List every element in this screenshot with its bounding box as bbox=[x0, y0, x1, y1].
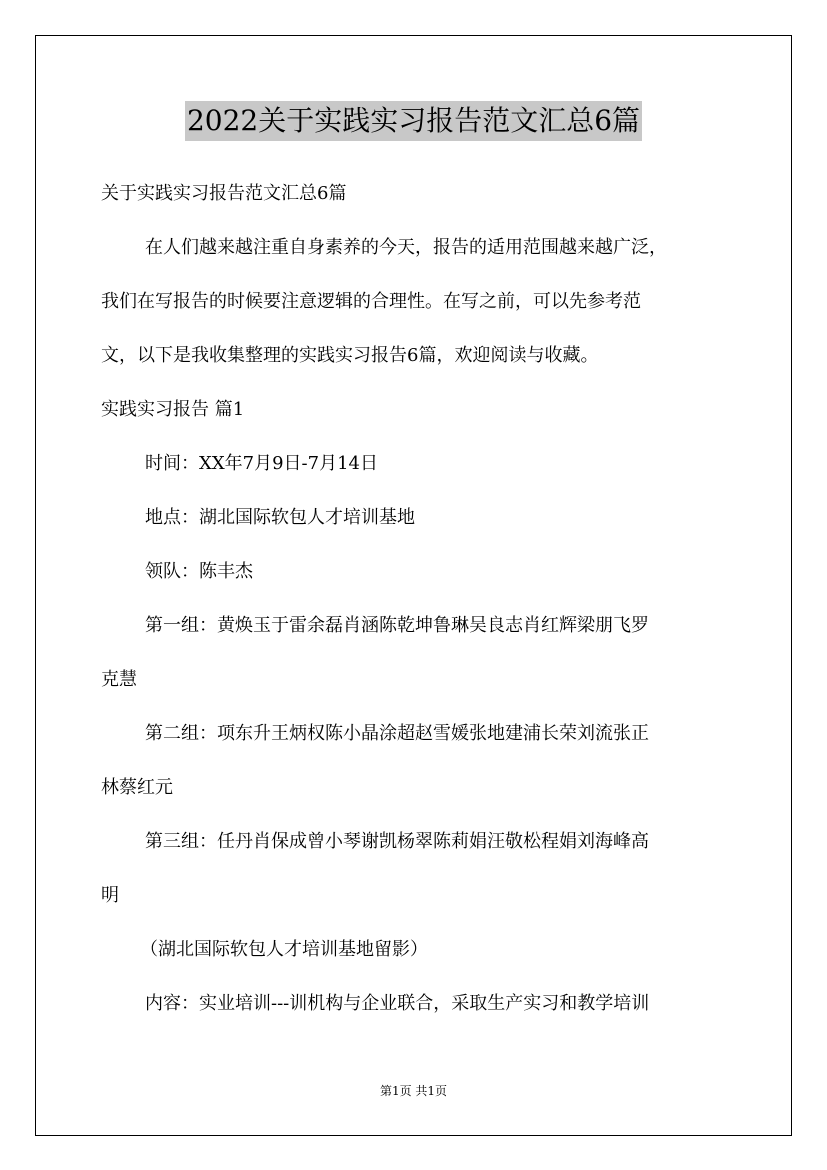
doc-line: 文，以下是我收集整理的实践实习报告6篇，欢迎阅读与收藏。 bbox=[101, 345, 599, 366]
doc-line: 林蔡红元 bbox=[101, 777, 173, 798]
doc-line: 第一组：黄焕玉于雷余磊肖涵陈乾坤鲁琳吴良志肖红辉梁朋飞罗 bbox=[145, 615, 649, 636]
doc-line: 地点：湖北国际软包人才培训基地 bbox=[145, 507, 415, 528]
page-footer: 第1页 共1页 bbox=[379, 1084, 448, 1098]
doc-line: 实践实习报告 篇1 bbox=[101, 399, 245, 420]
doc-line: 第二组：项东升王炳权陈小晶涂超赵雪媛张地建浦长荣刘流张正 bbox=[145, 723, 649, 744]
doc-line: 领队：陈丰杰 bbox=[145, 561, 253, 582]
document-title: 2022关于实践实习报告范文汇总6篇 bbox=[185, 101, 642, 141]
doc-line: 关于实践实习报告范文汇总6篇 bbox=[101, 183, 347, 204]
doc-line: 明 bbox=[101, 885, 119, 906]
doc-line: 时间：XX年7月9日-7月14日 bbox=[145, 453, 378, 474]
doc-line: （湖北国际软包人才培训基地留影） bbox=[140, 939, 428, 960]
title-container bbox=[0, 101, 827, 141]
doc-line: 第三组：任丹肖保成曾小琴谢凯杨翠陈莉娟汪敬松程娟刘海峰高 bbox=[145, 831, 649, 852]
doc-line: 内容：实业培训---训机构与企业联合，采取生产实习和教学培训 bbox=[145, 993, 650, 1014]
doc-line: 我们在写报告的时候要注意逻辑的合理性。在写之前，可以先参考范 bbox=[101, 291, 641, 312]
doc-line: 克慧 bbox=[101, 669, 137, 690]
doc-line: 在人们越来越注重自身素养的今天，报告的适用范围越来越广泛， bbox=[145, 237, 667, 258]
